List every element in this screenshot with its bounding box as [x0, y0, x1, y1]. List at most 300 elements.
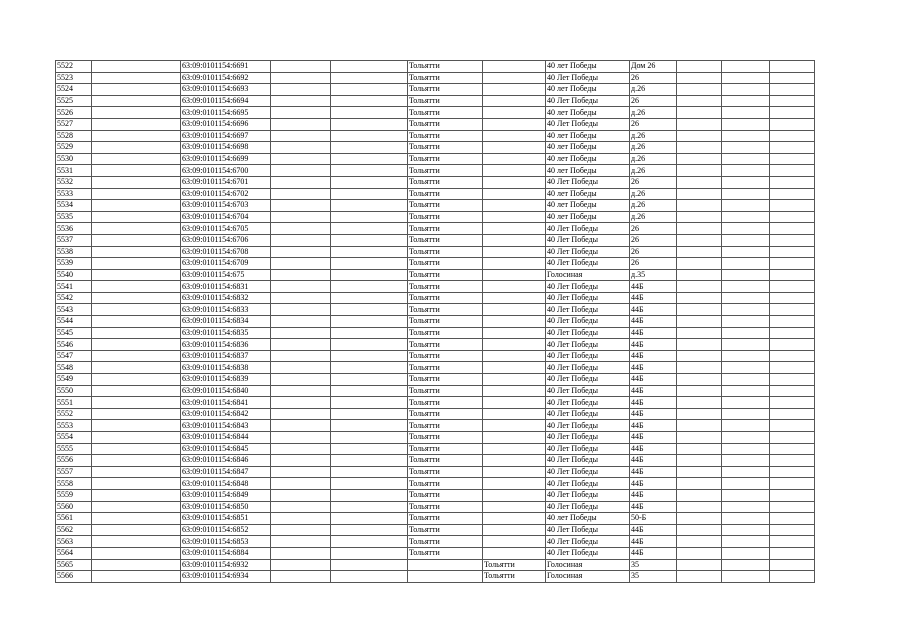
cell-blank-col-12 [770, 420, 815, 432]
cell-street: Голосиная [546, 571, 630, 583]
cell-blank-col-11 [722, 165, 770, 177]
cell-street: 40 Лет Победы [546, 443, 630, 455]
cell-blank-col-12 [770, 559, 815, 571]
cell-city: Тольятти [408, 443, 483, 455]
cell-street: 40 лет Победы [546, 142, 630, 154]
cell-blank-col-10 [677, 432, 722, 444]
cell-blank-col-10 [677, 362, 722, 374]
cell-row-number: 5561 [56, 513, 92, 525]
cell-blank-col-2 [92, 61, 181, 73]
cell-blank-col-5 [331, 432, 408, 444]
cell-blank-col-2 [92, 408, 181, 420]
cell-street: 40 Лет Победы [546, 304, 630, 316]
cell-city-alt [483, 420, 546, 432]
cell-street: 40 Лет Победы [546, 478, 630, 490]
cell-cadastral-number: 63:09:0101154:6836 [181, 339, 271, 351]
cell-city: Тольятти [408, 339, 483, 351]
table-row [56, 61, 815, 73]
cell-blank-col-5 [331, 176, 408, 188]
cell-street: 40 Лет Победы [546, 466, 630, 478]
table-row [56, 547, 815, 559]
cell-city-alt [483, 327, 546, 339]
cell-blank-col-12 [770, 142, 815, 154]
cell-house-number: 44Б [630, 443, 677, 455]
cell-blank-col-2 [92, 466, 181, 478]
cell-row-number: 5523 [56, 72, 92, 84]
table-row [56, 292, 815, 304]
cell-row-number: 5556 [56, 455, 92, 467]
cell-blank-col-12 [770, 455, 815, 467]
table-row [56, 72, 815, 84]
cell-city: Тольятти [408, 292, 483, 304]
cell-city-alt [483, 153, 546, 165]
cell-blank-col-4 [271, 142, 331, 154]
cell-cadastral-number: 63:09:0101154:6699 [181, 153, 271, 165]
cell-street: 40 Лет Победы [546, 489, 630, 501]
cell-city-alt [483, 246, 546, 258]
cell-blank-col-10 [677, 501, 722, 513]
cell-row-number: 5565 [56, 559, 92, 571]
table-row [56, 559, 815, 571]
cell-blank-col-4 [271, 524, 331, 536]
cell-row-number: 5552 [56, 408, 92, 420]
cell-row-number: 5562 [56, 524, 92, 536]
cell-cadastral-number: 63:09:0101154:6842 [181, 408, 271, 420]
cell-row-number: 5545 [56, 327, 92, 339]
cell-city-alt [483, 95, 546, 107]
cell-blank-col-5 [331, 107, 408, 119]
cell-blank-col-10 [677, 211, 722, 223]
cell-cadastral-number: 63:09:0101154:6932 [181, 559, 271, 571]
cell-blank-col-12 [770, 118, 815, 130]
cell-row-number: 5538 [56, 246, 92, 258]
cell-street: 40 лет Победы [546, 165, 630, 177]
cell-blank-col-10 [677, 385, 722, 397]
cell-blank-col-5 [331, 559, 408, 571]
cell-street: 40 Лет Победы [546, 408, 630, 420]
cell-blank-col-5 [331, 130, 408, 142]
cell-blank-col-10 [677, 84, 722, 96]
cell-cadastral-number: 63:09:0101154:6834 [181, 316, 271, 328]
cell-house-number: 44Б [630, 408, 677, 420]
cell-city: Тольятти [408, 142, 483, 154]
cell-blank-col-4 [271, 443, 331, 455]
cell-blank-col-5 [331, 501, 408, 513]
cell-blank-col-4 [271, 327, 331, 339]
cell-city: Тольятти [408, 211, 483, 223]
cell-row-number: 5551 [56, 397, 92, 409]
cell-city-alt [483, 72, 546, 84]
cell-street: 40 Лет Победы [546, 339, 630, 351]
cell-blank-col-5 [331, 223, 408, 235]
cell-blank-col-5 [331, 536, 408, 548]
cell-blank-col-2 [92, 188, 181, 200]
cell-blank-col-10 [677, 200, 722, 212]
cell-city-alt [483, 350, 546, 362]
table-row [56, 374, 815, 386]
cell-city: Тольятти [408, 489, 483, 501]
cell-street: 40 лет Победы [546, 84, 630, 96]
cell-blank-col-5 [331, 327, 408, 339]
cell-street: 40 Лет Победы [546, 524, 630, 536]
cell-street: 40 лет Победы [546, 200, 630, 212]
cell-house-number: 44Б [630, 339, 677, 351]
cell-house-number: Дом 26 [630, 61, 677, 73]
cell-row-number: 5530 [56, 153, 92, 165]
cell-street: 40 Лет Победы [546, 281, 630, 293]
cell-cadastral-number: 63:09:0101154:6706 [181, 234, 271, 246]
cell-blank-col-2 [92, 443, 181, 455]
table-row [56, 536, 815, 548]
cell-house-number: 44Б [630, 420, 677, 432]
table-row [56, 165, 815, 177]
cell-blank-col-11 [722, 316, 770, 328]
cell-blank-col-4 [271, 200, 331, 212]
cell-blank-col-10 [677, 223, 722, 235]
cell-city: Тольятти [408, 501, 483, 513]
cell-row-number: 5555 [56, 443, 92, 455]
cell-blank-col-10 [677, 466, 722, 478]
cell-city-alt [483, 223, 546, 235]
cell-house-number: 26 [630, 234, 677, 246]
cell-house-number: д.26 [630, 84, 677, 96]
cell-row-number: 5541 [56, 281, 92, 293]
cell-row-number: 5549 [56, 374, 92, 386]
cell-blank-col-10 [677, 107, 722, 119]
cell-street: 40 лет Победы [546, 61, 630, 73]
cell-blank-col-4 [271, 513, 331, 525]
cell-city-alt [483, 547, 546, 559]
cell-blank-col-4 [271, 501, 331, 513]
cell-city-alt [483, 536, 546, 548]
cell-row-number: 5529 [56, 142, 92, 154]
cell-street: 40 Лет Победы [546, 327, 630, 339]
cell-blank-col-5 [331, 269, 408, 281]
cell-row-number: 5557 [56, 466, 92, 478]
cell-city-alt [483, 176, 546, 188]
cell-house-number: 26 [630, 258, 677, 270]
cell-house-number: 35 [630, 571, 677, 583]
cell-blank-col-4 [271, 397, 331, 409]
cell-row-number: 5554 [56, 432, 92, 444]
cell-city-alt [483, 466, 546, 478]
cell-city: Тольятти [408, 432, 483, 444]
cell-blank-col-11 [722, 292, 770, 304]
cell-city-alt [483, 385, 546, 397]
table-row [56, 281, 815, 293]
table-row [56, 234, 815, 246]
cell-blank-col-5 [331, 188, 408, 200]
cell-city: Тольятти [408, 304, 483, 316]
cell-house-number: 26 [630, 72, 677, 84]
cell-blank-col-4 [271, 455, 331, 467]
cell-city-alt [483, 142, 546, 154]
cell-blank-col-5 [331, 304, 408, 316]
cell-blank-col-10 [677, 72, 722, 84]
cell-blank-col-12 [770, 165, 815, 177]
table-row [56, 339, 815, 351]
cell-city-alt [483, 374, 546, 386]
cell-street: 40 Лет Победы [546, 350, 630, 362]
cell-blank-col-4 [271, 107, 331, 119]
cell-row-number: 5559 [56, 489, 92, 501]
cell-cadastral-number: 63:09:0101154:6704 [181, 211, 271, 223]
cell-house-number: 44Б [630, 292, 677, 304]
cell-blank-col-2 [92, 420, 181, 432]
cell-row-number: 5543 [56, 304, 92, 316]
cell-blank-col-11 [722, 304, 770, 316]
cell-blank-col-12 [770, 130, 815, 142]
cell-blank-col-11 [722, 153, 770, 165]
cell-street: 40 Лет Победы [546, 292, 630, 304]
cell-blank-col-12 [770, 466, 815, 478]
cell-house-number: 44Б [630, 501, 677, 513]
cell-row-number: 5526 [56, 107, 92, 119]
cell-blank-col-11 [722, 524, 770, 536]
cell-blank-col-10 [677, 188, 722, 200]
cell-row-number: 5546 [56, 339, 92, 351]
cell-blank-col-2 [92, 455, 181, 467]
cell-blank-col-11 [722, 513, 770, 525]
cell-blank-col-10 [677, 489, 722, 501]
table-row [56, 571, 815, 583]
cell-blank-col-11 [722, 269, 770, 281]
cell-city-alt [483, 234, 546, 246]
cell-blank-col-11 [722, 385, 770, 397]
cell-blank-col-4 [271, 362, 331, 374]
cell-row-number: 5563 [56, 536, 92, 548]
cell-street: 40 Лет Победы [546, 420, 630, 432]
cell-row-number: 5542 [56, 292, 92, 304]
cell-blank-col-5 [331, 118, 408, 130]
cell-blank-col-5 [331, 466, 408, 478]
cell-blank-col-4 [271, 350, 331, 362]
cell-blank-col-11 [722, 176, 770, 188]
cell-blank-col-2 [92, 559, 181, 571]
cell-blank-col-5 [331, 211, 408, 223]
cell-blank-col-11 [722, 258, 770, 270]
cell-blank-col-10 [677, 118, 722, 130]
cell-blank-col-12 [770, 374, 815, 386]
cell-blank-col-4 [271, 547, 331, 559]
cell-city: Тольятти [408, 258, 483, 270]
cell-blank-col-12 [770, 513, 815, 525]
cell-city: Тольятти [408, 84, 483, 96]
cell-house-number: 44Б [630, 362, 677, 374]
table-row [56, 420, 815, 432]
cell-blank-col-2 [92, 339, 181, 351]
table-row [56, 362, 815, 374]
cell-city-alt [483, 489, 546, 501]
cell-blank-col-12 [770, 478, 815, 490]
cell-blank-col-10 [677, 374, 722, 386]
cell-street: 40 лет Победы [546, 513, 630, 525]
cell-blank-col-4 [271, 281, 331, 293]
cell-blank-col-10 [677, 571, 722, 583]
cell-row-number: 5524 [56, 84, 92, 96]
cell-blank-col-12 [770, 397, 815, 409]
cell-cadastral-number: 63:09:0101154:6844 [181, 432, 271, 444]
cell-cadastral-number: 63:09:0101154:6697 [181, 130, 271, 142]
cell-row-number: 5527 [56, 118, 92, 130]
cell-row-number: 5537 [56, 234, 92, 246]
cell-blank-col-2 [92, 153, 181, 165]
cell-city-alt [483, 478, 546, 490]
cell-house-number: 44Б [630, 455, 677, 467]
cell-row-number: 5550 [56, 385, 92, 397]
cell-blank-col-4 [271, 385, 331, 397]
cell-cadastral-number: 63:09:0101154:6832 [181, 292, 271, 304]
cell-blank-col-2 [92, 107, 181, 119]
cell-city: Тольятти [408, 547, 483, 559]
table-row [56, 176, 815, 188]
cell-city: Тольятти [408, 176, 483, 188]
cell-cadastral-number: 63:09:0101154:6839 [181, 374, 271, 386]
cell-street: 40 Лет Победы [546, 234, 630, 246]
cell-city-alt [483, 84, 546, 96]
cell-blank-col-11 [722, 72, 770, 84]
cell-blank-col-11 [722, 362, 770, 374]
cell-blank-col-11 [722, 118, 770, 130]
cell-street: 40 лет Победы [546, 107, 630, 119]
table-row [56, 223, 815, 235]
cell-city: Тольятти [408, 455, 483, 467]
cell-blank-col-5 [331, 246, 408, 258]
cell-blank-col-11 [722, 397, 770, 409]
cell-blank-col-4 [271, 432, 331, 444]
cell-city: Тольятти [408, 513, 483, 525]
table-row [56, 524, 815, 536]
cell-city: Тольятти [408, 327, 483, 339]
cell-blank-col-5 [331, 350, 408, 362]
cell-city-alt [483, 258, 546, 270]
cell-city-alt [483, 443, 546, 455]
cell-house-number: 44Б [630, 489, 677, 501]
cell-house-number: д.26 [630, 142, 677, 154]
cell-city: Тольятти [408, 466, 483, 478]
cell-house-number: 44Б [630, 327, 677, 339]
cell-row-number: 5531 [56, 165, 92, 177]
cell-city: Тольятти [408, 200, 483, 212]
table-row [56, 304, 815, 316]
cell-street: Голосиная [546, 269, 630, 281]
cell-blank-col-2 [92, 200, 181, 212]
cell-blank-col-5 [331, 408, 408, 420]
cell-blank-col-4 [271, 223, 331, 235]
cell-city-alt [483, 316, 546, 328]
cell-house-number: 44Б [630, 281, 677, 293]
cell-blank-col-2 [92, 362, 181, 374]
registry-table [55, 60, 815, 583]
cell-blank-col-2 [92, 397, 181, 409]
cell-blank-col-4 [271, 374, 331, 386]
cell-row-number: 5534 [56, 200, 92, 212]
cell-row-number: 5558 [56, 478, 92, 490]
cell-blank-col-5 [331, 153, 408, 165]
cell-blank-col-4 [271, 118, 331, 130]
table-row [56, 269, 815, 281]
cell-blank-col-5 [331, 513, 408, 525]
cell-city-alt [483, 455, 546, 467]
cell-row-number: 5566 [56, 571, 92, 583]
cell-city-alt [483, 107, 546, 119]
cell-blank-col-11 [722, 200, 770, 212]
cell-blank-col-11 [722, 536, 770, 548]
cell-blank-col-5 [331, 281, 408, 293]
cell-city-alt [483, 200, 546, 212]
cell-blank-col-10 [677, 397, 722, 409]
cell-city: Тольятти [408, 408, 483, 420]
table-row [56, 258, 815, 270]
cell-blank-col-4 [271, 176, 331, 188]
cell-house-number: 44Б [630, 478, 677, 490]
cell-blank-col-4 [271, 165, 331, 177]
cell-blank-col-2 [92, 316, 181, 328]
table-row [56, 200, 815, 212]
cell-blank-col-2 [92, 258, 181, 270]
cell-blank-col-4 [271, 536, 331, 548]
cell-blank-col-12 [770, 316, 815, 328]
cell-blank-col-10 [677, 536, 722, 548]
cell-cadastral-number: 63:09:0101154:6851 [181, 513, 271, 525]
cell-blank-col-12 [770, 107, 815, 119]
cell-blank-col-12 [770, 95, 815, 107]
cell-cadastral-number: 63:09:0101154:6693 [181, 84, 271, 96]
cell-city: Тольятти [408, 362, 483, 374]
table-row [56, 84, 815, 96]
cell-street: 40 лет Победы [546, 130, 630, 142]
table-row [56, 350, 815, 362]
cell-cadastral-number: 63:09:0101154:6848 [181, 478, 271, 490]
cell-city: Тольятти [408, 61, 483, 73]
cell-blank-col-5 [331, 547, 408, 559]
cell-blank-col-4 [271, 316, 331, 328]
cell-house-number: 26 [630, 118, 677, 130]
cell-street: 40 Лет Победы [546, 501, 630, 513]
cell-house-number: 44Б [630, 304, 677, 316]
table-row [56, 142, 815, 154]
table-row [56, 478, 815, 490]
cell-blank-col-12 [770, 84, 815, 96]
cell-blank-col-2 [92, 118, 181, 130]
cell-city-alt: Тольятти [483, 559, 546, 571]
cell-blank-col-11 [722, 489, 770, 501]
cell-street: Голосиная [546, 559, 630, 571]
cell-cadastral-number: 63:09:0101154:6698 [181, 142, 271, 154]
cell-city: Тольятти [408, 374, 483, 386]
cell-row-number: 5547 [56, 350, 92, 362]
cell-blank-col-12 [770, 258, 815, 270]
cell-city-alt [483, 304, 546, 316]
cell-blank-col-5 [331, 339, 408, 351]
cell-blank-col-12 [770, 200, 815, 212]
cell-house-number: д.26 [630, 165, 677, 177]
cell-street: 40 Лет Победы [546, 118, 630, 130]
cell-blank-col-11 [722, 188, 770, 200]
cell-blank-col-2 [92, 176, 181, 188]
table-row [56, 408, 815, 420]
cell-blank-col-11 [722, 559, 770, 571]
cell-blank-col-5 [331, 258, 408, 270]
cell-blank-col-4 [271, 571, 331, 583]
cell-house-number: 50-Б [630, 513, 677, 525]
cell-cadastral-number: 63:09:0101154:6833 [181, 304, 271, 316]
cell-city: Тольятти [408, 188, 483, 200]
table-row [56, 188, 815, 200]
cell-blank-col-11 [722, 84, 770, 96]
cell-blank-col-12 [770, 501, 815, 513]
cell-row-number: 5548 [56, 362, 92, 374]
